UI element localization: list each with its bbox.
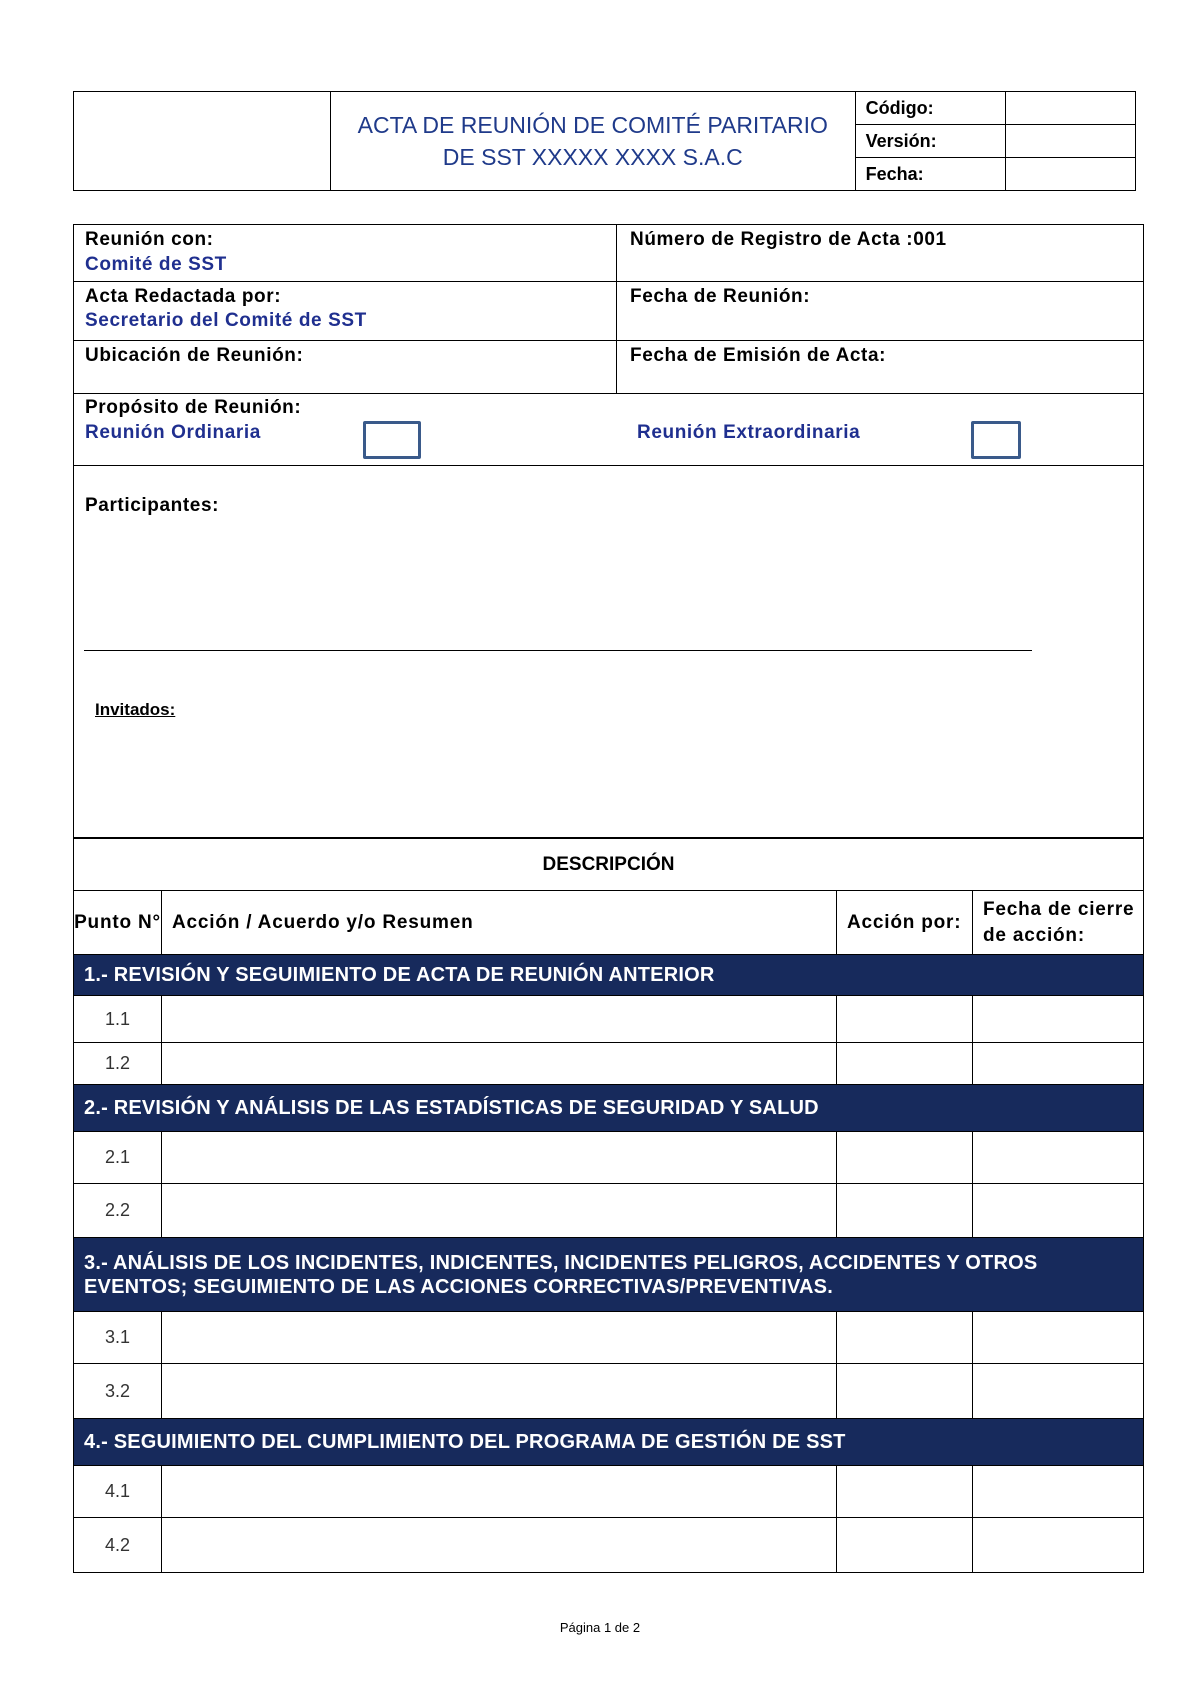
fecha-reunion-label: Fecha de Reunión:	[630, 286, 811, 307]
col-punto: Punto N°	[74, 891, 162, 955]
table-row	[74, 1184, 1144, 1238]
numero-registro: Número de Registro de Acta :001	[630, 229, 947, 250]
description-table	[73, 838, 1144, 1573]
fecha-value[interactable]	[1006, 158, 1136, 191]
row-accion-cell[interactable]	[162, 1364, 837, 1419]
section-4-header: 4.- SEGUIMIENTO DEL CUMPLIMIENTO DEL PROGRAMA DE GESTIÓN DE SST	[74, 1419, 1144, 1466]
row-number: 1.1	[74, 996, 162, 1043]
row-fecha-cell[interactable]	[973, 1364, 1144, 1419]
table-row	[74, 1132, 1144, 1184]
page-number: Página 1 de 2	[559, 1620, 641, 1635]
table-row	[74, 1043, 1144, 1085]
extraordinaria-label: Reunión Extraordinaria	[637, 422, 861, 443]
logo-placeholder	[74, 92, 331, 191]
row-accion-cell[interactable]	[162, 1184, 837, 1238]
row-fecha-cell[interactable]	[973, 1043, 1144, 1085]
row-accion-por-cell[interactable]	[837, 1518, 973, 1573]
col-fecha-cierre: Fecha de cierre de acción:	[973, 891, 1144, 955]
table-row	[74, 1312, 1144, 1364]
row-accion-por-cell[interactable]	[837, 996, 973, 1043]
title-line-2: DE SST XXXXX XXXX S.A.C	[442, 144, 743, 170]
fecha-emision-label: Fecha de Emisión de Acta:	[630, 345, 887, 366]
codigo-label: Código:	[855, 92, 1005, 125]
row-fecha-cell[interactable]	[973, 996, 1144, 1043]
extraordinaria-checkbox[interactable]	[971, 421, 1021, 459]
row-accion-por-cell[interactable]	[837, 1132, 973, 1184]
section-3-header: 3.- ANÁLISIS DE LOS INCIDENTES, INDICENTES, INCIDENTES PELIGROS, ACCIDENTES Y OTROS EVENTOS; SEGUIMIENTO DE LAS ACCIONES CORRECTIVAS/PREVENTIVAS.	[74, 1238, 1144, 1312]
ordinaria-checkbox[interactable]	[363, 421, 421, 459]
row-accion-cell[interactable]	[162, 1043, 837, 1085]
row-number: 3.1	[74, 1312, 162, 1364]
row-fecha-cell[interactable]	[973, 1518, 1144, 1573]
row-fecha-cell[interactable]	[973, 1184, 1144, 1238]
row-accion-por-cell[interactable]	[837, 1043, 973, 1085]
row-number: 3.2	[74, 1364, 162, 1419]
row-accion-cell[interactable]	[162, 1518, 837, 1573]
row-number: 1.2	[74, 1043, 162, 1085]
row-number: 4.1	[74, 1466, 162, 1518]
proposito-label: Propósito de Reunión:	[85, 397, 302, 418]
row-fecha-cell[interactable]	[973, 1132, 1144, 1184]
table-row	[74, 996, 1144, 1043]
row-accion-por-cell[interactable]	[837, 1184, 973, 1238]
title-line-1: ACTA DE REUNIÓN DE COMITÉ PARITARIO	[357, 112, 828, 138]
table-row	[74, 1518, 1144, 1573]
document-header	[73, 91, 1136, 191]
row-number: 2.1	[74, 1132, 162, 1184]
row-accion-por-cell[interactable]	[837, 1466, 973, 1518]
col-accion-por: Acción por:	[837, 891, 973, 955]
version-label: Versión:	[855, 125, 1005, 158]
participantes-divider	[84, 650, 1032, 651]
row-accion-cell[interactable]	[162, 1466, 837, 1518]
codigo-value[interactable]	[1006, 92, 1136, 125]
invitados-label: Invitados:	[95, 700, 176, 719]
reunion-con-value[interactable]: Comité de SST	[85, 254, 227, 275]
row-accion-por-cell[interactable]	[837, 1312, 973, 1364]
row-number: 2.2	[74, 1184, 162, 1238]
table-row	[74, 1466, 1144, 1518]
row-number: 4.2	[74, 1518, 162, 1573]
table-row	[74, 1364, 1144, 1419]
section-1-header: 1.- REVISIÓN Y SEGUIMIENTO DE ACTA DE REUNIÓN ANTERIOR	[74, 955, 1144, 996]
redactada-label: Acta Redactada por:	[85, 286, 282, 307]
ordinaria-label: Reunión Ordinaria	[85, 422, 261, 443]
reunion-con-label: Reunión con:	[85, 229, 214, 250]
fecha-label: Fecha:	[855, 158, 1005, 191]
row-accion-cell[interactable]	[162, 996, 837, 1043]
version-value[interactable]	[1006, 125, 1136, 158]
description-title: DESCRIPCIÓN	[74, 839, 1144, 891]
row-fecha-cell[interactable]	[973, 1312, 1144, 1364]
row-accion-por-cell[interactable]	[837, 1364, 973, 1419]
redactada-value[interactable]: Secretario del Comité de SST	[85, 310, 367, 331]
document-title	[330, 92, 855, 191]
section-2-header: 2.- REVISIÓN Y ANÁLISIS DE LAS ESTADÍSTICAS DE SEGURIDAD Y SALUD	[74, 1085, 1144, 1132]
row-fecha-cell[interactable]	[973, 1466, 1144, 1518]
row-accion-cell[interactable]	[162, 1132, 837, 1184]
ubicacion-label: Ubicación de Reunión:	[85, 345, 304, 366]
participantes-label: Participantes:	[85, 495, 220, 516]
col-accion: Acción / Acuerdo y/o Resumen	[162, 891, 837, 955]
row-accion-cell[interactable]	[162, 1312, 837, 1364]
